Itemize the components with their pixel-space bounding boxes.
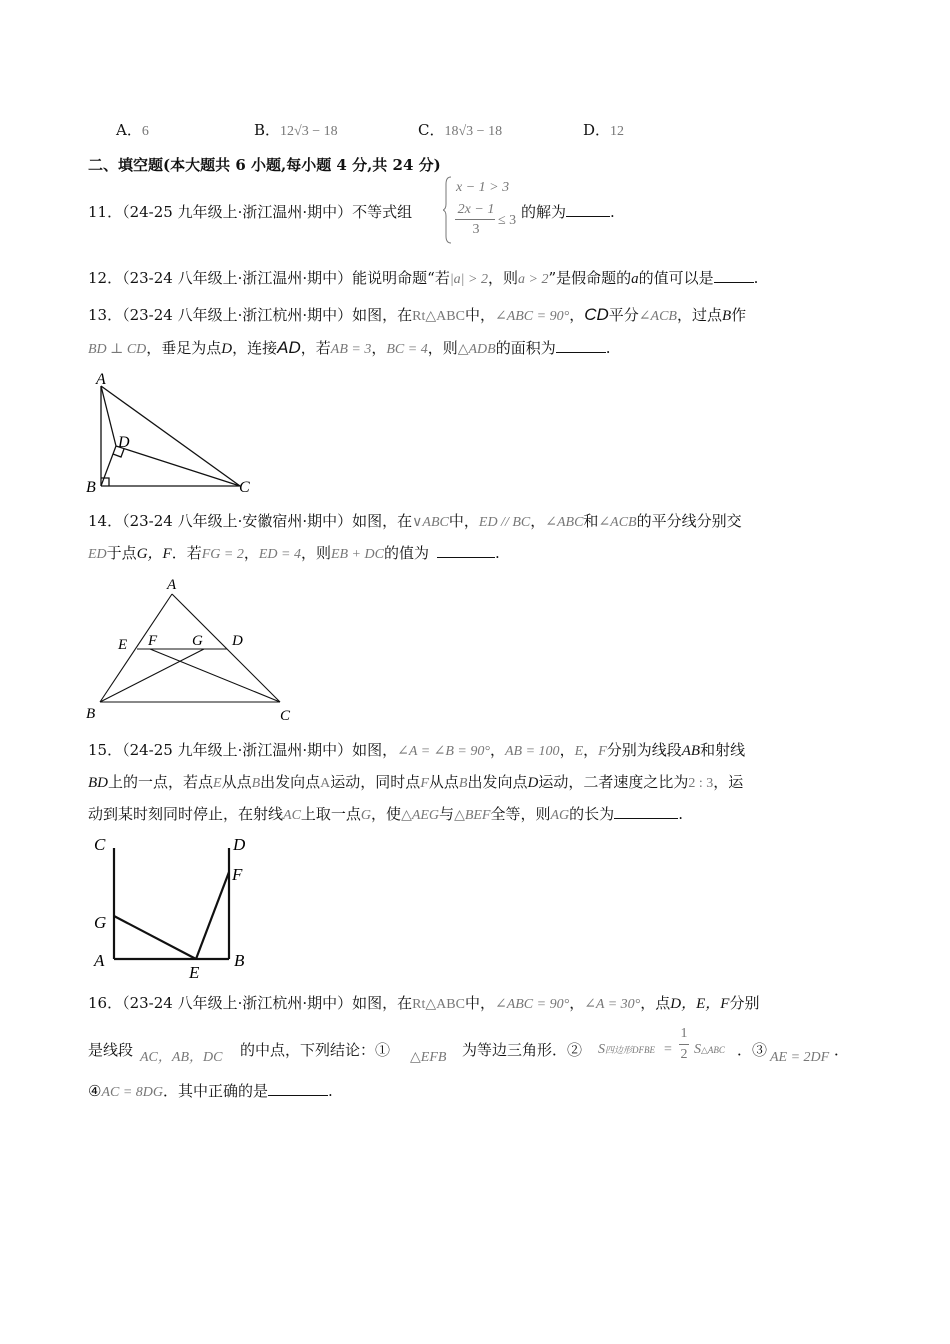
label-d: D	[233, 835, 246, 854]
option-d: D．12	[583, 121, 625, 139]
answer-blank[interactable]	[714, 268, 754, 283]
q16-line2-mid2: 为等边三角形．②	[462, 1041, 583, 1059]
q16-half-den: 2	[680, 1047, 688, 1062]
label-e: E	[118, 637, 128, 653]
option-a: A．6	[116, 121, 149, 139]
q11-frac-bar	[455, 219, 495, 220]
bisector-b	[100, 649, 204, 702]
label-g: G	[94, 913, 107, 932]
label-b: B	[234, 951, 245, 970]
q13-figure	[84, 368, 264, 498]
seg-ac	[172, 594, 280, 702]
q16-line2-end: ．	[834, 1041, 850, 1059]
label-d: D	[118, 434, 130, 451]
seg-cd	[116, 446, 240, 486]
label-c: C	[280, 708, 291, 724]
label-g: G	[192, 633, 203, 649]
brace-icon	[443, 176, 453, 244]
q16-line2-mid3: ．③	[737, 1041, 768, 1059]
option-b: B．12√3 − 18	[254, 121, 338, 139]
q16-s2: S△ABC	[694, 1042, 725, 1057]
q16-line2-prefix: 是线段	[88, 1041, 134, 1059]
answer-blank[interactable]	[614, 804, 678, 819]
q16-efb: △EFB	[410, 1050, 447, 1065]
label-b: B	[86, 479, 96, 496]
answer-blank[interactable]	[556, 338, 606, 353]
label-b: B	[86, 706, 96, 722]
label-c: C	[239, 479, 250, 496]
answer-blank[interactable]	[268, 1081, 328, 1096]
q11-ineq1: x − 1 > 3	[456, 180, 510, 195]
seg-ge	[114, 916, 196, 959]
q16-s1: S四边形DFBE	[598, 1042, 655, 1057]
answer-blank[interactable]	[566, 202, 610, 217]
label-f: F	[232, 865, 243, 884]
q15-line3: 动到某时刻同时停止，在射线AC上取一点G，使△AEG与△BEF全等，则AG的长为 .	[88, 805, 683, 823]
q13-line1: 13．（23-24 八年级上·浙江杭州·期中）如图，在Rt△ABC中，∠ABC = 90°，CD平分∠ACB，过点B作	[88, 305, 747, 324]
q15-line1: 15．（24-25 九年级上·浙江温州·期中）如图，∠A = ∠B = 90°，AB = 100，E，F分别为线段AB和射线	[88, 741, 746, 759]
q11-system-brace	[443, 176, 451, 242]
seg-ab	[100, 594, 172, 702]
label-a: A	[94, 951, 105, 970]
q14-figure	[82, 572, 302, 724]
q12-line: 12．（23-24 八年级上·浙江温州·期中）能说明命题“若|a| > 2，则a > 2”是假命题的a的值可以是 .	[88, 269, 759, 287]
label-a: A	[167, 577, 177, 593]
label-f: F	[148, 633, 158, 649]
label-c: C	[94, 835, 106, 854]
label-a: A	[96, 371, 106, 388]
seg-ef	[196, 872, 229, 959]
q16-line2-mid: 的中点，下列结论：①	[240, 1041, 391, 1059]
q15-figure	[88, 832, 258, 982]
section-title: 二、填空题(本大题共 6 小题,每小题 4 分,共 24 分)	[88, 156, 441, 174]
label-d: D	[232, 633, 243, 649]
q11-ineq2-num: 2x − 1	[457, 202, 495, 217]
option-c: C．18√3 − 18	[418, 121, 503, 139]
q14-line1: 14．（23-24 八年级上·安徽宿州·期中）如图，在∨ABC中，ED // BC，∠ABC和∠ACB的平分线分别交	[88, 512, 742, 530]
q16-segments: AC，AB，DC	[140, 1050, 223, 1065]
q14-line2: ED于点G，F．若FG = 2，ED = 4，则EB + DC的值为 .	[88, 544, 500, 562]
answer-blank[interactable]	[437, 543, 495, 558]
q16-line1: 16．（23-24 八年级上·浙江杭州·期中）如图，在Rt△ABC中，∠ABC = 90°，∠A = 30°，点D，E，F分别	[88, 994, 760, 1012]
bisector-c	[150, 649, 280, 702]
q16-half-num: 1	[680, 1026, 688, 1041]
q15-line2: BD上的一点，若点E从点B出发向点A运动，同时点F从点B出发向点D运动，二者速度之比为2 : 3，运	[88, 773, 744, 791]
q11-ineq2-den: 3	[472, 222, 480, 237]
q16-ae: AE = 2DF	[770, 1050, 830, 1065]
q11-tail: 的解为 .	[521, 203, 615, 221]
q16-frac-bar	[679, 1044, 689, 1045]
q16-eq: =	[664, 1042, 672, 1057]
q11-ineq2-rel: ≤ 3	[498, 213, 517, 228]
q13-line2: BD ⊥ CD，垂足为点D，连接AD，若AB = 3，BC = 4，则△ADB的面积为 .	[88, 338, 611, 357]
q16-line3: ④AC = 8DG．其中正确的是 .	[88, 1082, 333, 1100]
q11-line: 11．（24-25 九年级上·浙江温州·期中）不等式组	[88, 203, 413, 221]
label-e: E	[189, 963, 200, 982]
